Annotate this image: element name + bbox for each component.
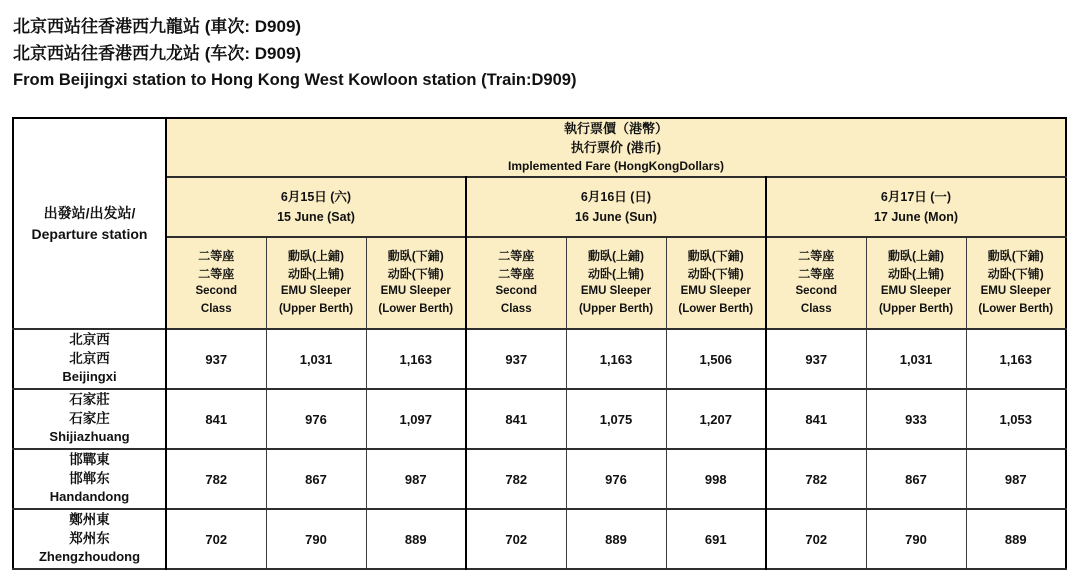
- class-line: 二等座: [798, 249, 835, 263]
- fare-cell: 889: [966, 509, 1066, 569]
- fare-cell: 937: [166, 329, 266, 389]
- class-line: 动卧(下铺): [387, 266, 444, 281]
- class-line: (Lower Berth): [678, 302, 754, 315]
- class-line: (Upper Berth): [278, 302, 354, 315]
- date-header-mon: [766, 177, 1066, 237]
- fare-cell: 1,207: [666, 389, 766, 449]
- class-line: EMU Sleeper: [880, 285, 952, 297]
- fare-cell: 889: [366, 509, 466, 569]
- class-header-lower-berth: [366, 237, 466, 329]
- class-line: 動臥(下鋪): [387, 249, 444, 263]
- fare-title-line-simp: 执行票价 (港币): [570, 140, 662, 155]
- fare-cell: 702: [166, 509, 266, 569]
- station-cell: [13, 389, 166, 449]
- class-line: Class: [800, 302, 832, 315]
- class-line: Class: [500, 302, 532, 315]
- fare-cell: 889: [566, 509, 666, 569]
- class-line: 动卧(下铺): [987, 266, 1044, 281]
- class-line: 二等座: [198, 266, 235, 281]
- class-header-lower-berth: [966, 237, 1066, 329]
- fare-cell: 1,053: [966, 389, 1066, 449]
- fare-cell: 937: [766, 329, 866, 389]
- class-line: 動臥(下鋪): [687, 249, 744, 263]
- fare-cell: 790: [866, 509, 966, 569]
- fare-cell: 702: [766, 509, 866, 569]
- date-line-zh: 6月15日 (六): [280, 190, 352, 204]
- fare-cell: 841: [766, 389, 866, 449]
- fare-cell: 691: [666, 509, 766, 569]
- station-line-trad: 北京西: [69, 332, 110, 348]
- class-line: Class: [200, 302, 232, 315]
- fare-cell: 1,163: [566, 329, 666, 389]
- fare-cell: 867: [266, 449, 366, 509]
- station-line-simp: 石家庄: [69, 410, 110, 426]
- station-line-trad: 石家莊: [69, 392, 110, 408]
- fare-cell: 976: [566, 449, 666, 509]
- fare-cell: 1,031: [866, 329, 966, 389]
- page-title-simplified: 北京西站往香港西九龙站 (车次: D909): [13, 44, 302, 63]
- page-title-english: From Beijingxi station to Hong Kong West Kowloon station (Train:D909): [13, 71, 577, 89]
- fare-cell: 1,097: [366, 389, 466, 449]
- date-line-en: 17 June (Mon): [873, 210, 959, 224]
- date-line-en: 16 June (Sun): [575, 210, 657, 224]
- date-line-zh: 6月17日 (一): [880, 190, 952, 204]
- class-line: (Lower Berth): [378, 302, 454, 315]
- fare-cell: 1,163: [366, 329, 466, 389]
- table-row-shijiazhuang: [13, 389, 1066, 449]
- class-line: Second: [495, 285, 538, 297]
- class-line: 动卧(上铺): [288, 266, 344, 281]
- fare-cell: 987: [966, 449, 1066, 509]
- class-line: (Upper Berth): [578, 302, 654, 315]
- page-title-traditional: 北京西站往香港西九龍站 (車次: D909): [13, 17, 302, 36]
- class-line: 動臥(上鋪): [888, 249, 944, 263]
- class-line: 二等座: [498, 249, 535, 263]
- fare-cell: 782: [166, 449, 266, 509]
- fare-cell: 1,075: [566, 389, 666, 449]
- fare-cell: 1,506: [666, 329, 766, 389]
- fare-cell: 987: [366, 449, 466, 509]
- class-line: EMU Sleeper: [280, 285, 352, 297]
- class-header-second-class: [466, 237, 566, 329]
- fare-title-line-en: Implemented Fare (HongKongDollars): [507, 159, 725, 173]
- station-line-simp: 邯郸东: [69, 470, 110, 486]
- class-line: 动卧(上铺): [888, 266, 944, 281]
- fare-title-line-trad: 執行票價（港幣）: [563, 121, 668, 136]
- departure-header-line-en: Departure station: [31, 225, 148, 242]
- fare-cell: 790: [266, 509, 366, 569]
- fare-cell: 782: [466, 449, 566, 509]
- date-header-sun: [466, 177, 766, 237]
- departure-header-line-zh: 出發站/出发站/: [43, 204, 136, 221]
- class-line: EMU Sleeper: [980, 285, 1051, 297]
- fare-title-header: [166, 118, 1066, 177]
- station-line-trad: 鄭州東: [69, 512, 110, 528]
- class-line: 動臥(下鋪): [987, 249, 1044, 263]
- class-header-second-class: [166, 237, 266, 329]
- table-row-handandong: [13, 449, 1066, 509]
- class-line: EMU Sleeper: [680, 285, 751, 297]
- fare-cell: 841: [466, 389, 566, 449]
- station-line-en: Handandong: [49, 489, 130, 505]
- station-line-en: Shijiazhuang: [49, 429, 130, 445]
- table-row-beijingxi: [13, 329, 1066, 389]
- class-line: EMU Sleeper: [380, 285, 451, 297]
- station-cell: [13, 449, 166, 509]
- class-line: 动卧(上铺): [588, 266, 644, 281]
- departure-station-header: [13, 118, 166, 329]
- date-line-en: 15 June (Sat): [277, 210, 355, 224]
- station-line-en: Beijingxi: [62, 369, 117, 385]
- class-line: 二等座: [498, 266, 535, 281]
- station-line-trad: 邯鄲東: [69, 452, 110, 468]
- station-cell: [13, 509, 166, 569]
- class-line: 二等座: [198, 249, 235, 263]
- class-header-lower-berth: [666, 237, 766, 329]
- class-line: Second: [795, 285, 838, 297]
- class-header-upper-berth: [866, 237, 966, 329]
- class-line: EMU Sleeper: [580, 285, 652, 297]
- fare-cell: 841: [166, 389, 266, 449]
- fare-cell: 782: [766, 449, 866, 509]
- class-header-second-class: [766, 237, 866, 329]
- class-line: 動臥(上鋪): [288, 249, 344, 263]
- fare-cell: 702: [466, 509, 566, 569]
- station-line-simp: 郑州东: [69, 530, 110, 546]
- class-header-upper-berth: [266, 237, 366, 329]
- class-line: (Upper Berth): [878, 302, 954, 315]
- fare-cell: 976: [266, 389, 366, 449]
- class-line: Second: [195, 285, 238, 297]
- fare-cell: 1,163: [966, 329, 1066, 389]
- station-cell: [13, 329, 166, 389]
- fare-cell: 1,031: [266, 329, 366, 389]
- station-line-simp: 北京西: [69, 350, 110, 366]
- fare-cell: 867: [866, 449, 966, 509]
- fare-cell: 933: [866, 389, 966, 449]
- date-line-zh: 6月16日 (日): [580, 190, 652, 204]
- class-line: 動臥(上鋪): [588, 249, 644, 263]
- class-header-upper-berth: [566, 237, 666, 329]
- date-header-sat: [166, 177, 466, 237]
- fare-table: [12, 117, 1067, 570]
- table-row-zhengzhoudong: [13, 509, 1066, 569]
- page-title-block: [0, 0, 1077, 93]
- fare-cell: 998: [666, 449, 766, 509]
- station-line-en: Zhengzhoudong: [38, 549, 141, 565]
- class-line: (Lower Berth): [978, 302, 1054, 315]
- class-line: 动卧(下铺): [687, 266, 744, 281]
- fare-cell: 937: [466, 329, 566, 389]
- class-line: 二等座: [798, 266, 835, 281]
